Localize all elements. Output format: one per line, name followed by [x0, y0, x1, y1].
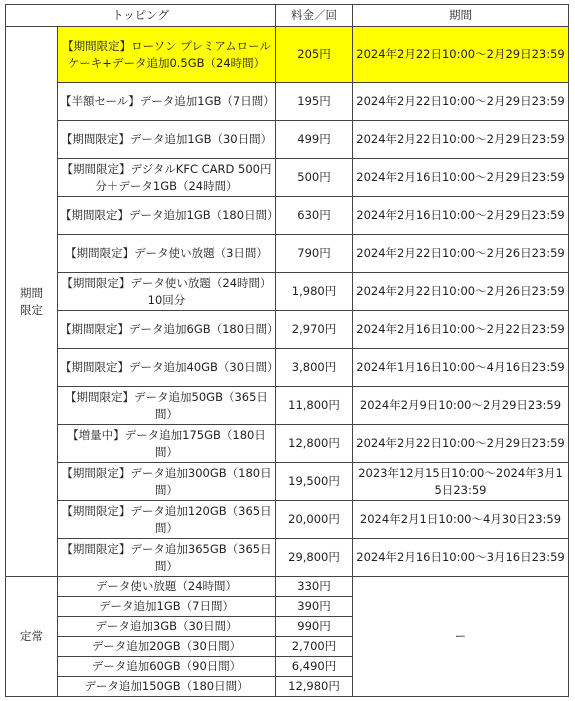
topping-name: 【半額セール】データ追加1GB（7日間） — [58, 83, 276, 121]
header-period: 期間 — [353, 5, 569, 27]
table-body — [6, 27, 569, 697]
topping-price: 790円 — [276, 235, 353, 273]
topping-price: 29,800円 — [276, 539, 353, 577]
topping-name: 【期間限定】データ追加40GB（30日間） — [58, 349, 276, 387]
table-row — [6, 387, 569, 425]
topping-period: 2024年2月9日10:00～2月29日23:59 — [353, 387, 569, 425]
table-row — [6, 501, 569, 539]
topping-period: 2024年2月22日10:00～2月29日23:59 — [353, 425, 569, 463]
table-row — [6, 83, 569, 121]
table-row — [6, 197, 569, 235]
topping-price: 3,800円 — [276, 349, 353, 387]
table-row — [6, 121, 569, 159]
topping-name: 【期間限定】データ追加300GB（180日間） — [58, 463, 276, 501]
topping-price: 11,800円 — [276, 387, 353, 425]
table-row — [6, 577, 569, 597]
topping-price: 6,490円 — [276, 657, 353, 677]
table-row — [6, 539, 569, 577]
topping-period: 2024年2月22日10:00～2月26日23:59 — [353, 273, 569, 311]
topping-price: 12,980円 — [276, 677, 353, 697]
topping-price: 20,000円 — [276, 501, 353, 539]
topping-price: 630円 — [276, 197, 353, 235]
topping-price: 195円 — [276, 83, 353, 121]
topping-price: 1,980円 — [276, 273, 353, 311]
topping-name: 【期間限定】データ追加6GB（180日間） — [58, 311, 276, 349]
topping-period: 2024年2月16日10:00～2月22日23:59 — [353, 311, 569, 349]
table-header-row — [6, 5, 569, 27]
topping-period: 2024年2月16日10:00～2月29日23:59 — [353, 159, 569, 197]
topping-table — [5, 4, 569, 697]
topping-price: 12,800円 — [276, 425, 353, 463]
header-topping: トッピング — [6, 5, 276, 27]
table-row — [6, 159, 569, 197]
topping-name: データ追加1GB（7日間） — [58, 597, 276, 617]
topping-name: データ追加60GB（90日間） — [58, 657, 276, 677]
topping-name: 【期間限定】データ使い放題（24時間）10回分 — [58, 273, 276, 311]
table-row — [6, 463, 569, 501]
topping-name: データ追加150GB（180日間） — [58, 677, 276, 697]
topping-price: 500円 — [276, 159, 353, 197]
topping-name: データ追加3GB（30日間） — [58, 617, 276, 637]
topping-period: 2023年12月15日10:00～2024年3月15日23:59 — [353, 463, 569, 501]
topping-name: 【期間限定】データ追加365GB（365日間） — [58, 539, 276, 577]
topping-period: 2024年2月1日10:00～4月30日23:59 — [353, 501, 569, 539]
topping-period: 2024年2月16日10:00～2月29日23:59 — [353, 197, 569, 235]
table-row — [6, 273, 569, 311]
topping-period: 2024年2月22日10:00～2月29日23:59 — [353, 121, 569, 159]
topping-period: 2024年1月16日10:00～4月16日23:59 — [353, 349, 569, 387]
topping-name: 【期間限定】データ使い放題（3日間） — [58, 235, 276, 273]
topping-price: 499円 — [276, 121, 353, 159]
group-label-regular: 定常 — [6, 577, 58, 697]
topping-name: 【期間限定】データ追加120GB（365日間） — [58, 501, 276, 539]
topping-price: 330円 — [276, 577, 353, 597]
topping-name: 【増量中】データ追加175GB（180日間） — [58, 425, 276, 463]
header-price: 料金／回 — [276, 5, 353, 27]
topping-name: 【期間限定】データ追加1GB（30日間） — [58, 121, 276, 159]
topping-price: 990円 — [276, 617, 353, 637]
table-row — [6, 425, 569, 463]
topping-price: 2,970円 — [276, 311, 353, 349]
group-label-limited: 期間 限定 — [6, 27, 58, 577]
topping-name: 【期間限定】ローソン プレミアムロールケーキ+データ追加0.5GB（24時間） — [58, 27, 276, 83]
table-row — [6, 311, 569, 349]
topping-period: 2024年2月16日10:00～3月16日23:59 — [353, 539, 569, 577]
topping-period: 2024年2月22日10:00～2月29日23:59 — [353, 27, 569, 83]
table-row — [6, 27, 569, 83]
table-row — [6, 235, 569, 273]
topping-name: データ使い放題（24時間） — [58, 577, 276, 597]
topping-name: 【期間限定】データ追加1GB（180日間） — [58, 197, 276, 235]
topping-name: 【期間限定】データ追加50GB（365日間） — [58, 387, 276, 425]
table-row — [6, 349, 569, 387]
topping-name: データ追加20GB（30日間） — [58, 637, 276, 657]
topping-price: 19,500円 — [276, 463, 353, 501]
topping-price: 205円 — [276, 27, 353, 83]
regular-period: ー — [353, 577, 569, 697]
topping-price: 2,700円 — [276, 637, 353, 657]
topping-period: 2024年2月22日10:00～2月29日23:59 — [353, 83, 569, 121]
topping-name: 【期間限定】デジタルKFC CARD 500円分＋データ1GB（24時間） — [58, 159, 276, 197]
topping-period: 2024年2月22日10:00～2月26日23:59 — [353, 235, 569, 273]
topping-price: 390円 — [276, 597, 353, 617]
